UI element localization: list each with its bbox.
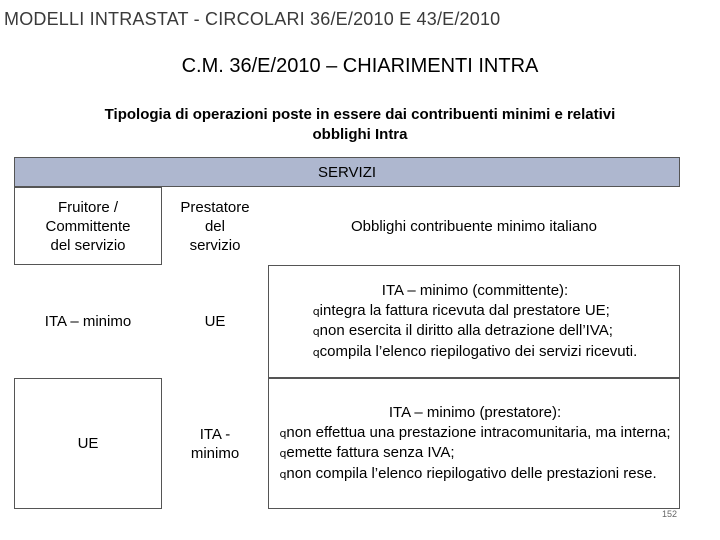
intro-line-2: obblighi Intra — [312, 126, 408, 143]
row1-obblighi-title: ITA – minimo (committente): — [381, 282, 569, 299]
header-obblighi: Obblighi contribuente minimo italiano — [351, 217, 597, 235]
section-header-servizi: SERVIZI — [14, 157, 680, 187]
header-fruitore — [14, 187, 162, 265]
checkbox-bullet-icon: q — [312, 325, 320, 338]
list-item: qemette fattura senza IVA; — [279, 444, 455, 461]
slide-subtitle: C.M. 36/E/2010 – CHIARIMENTI INTRA — [181, 55, 539, 77]
row2-obblighi — [268, 378, 680, 509]
checkbox-bullet-icon: q — [279, 447, 287, 460]
checkbox-bullet-icon: q — [312, 304, 320, 318]
header-prestatore-line: servizio — [189, 236, 241, 254]
list-item: qnon compila l’elenco riepilogativo delle prestazioni rese. — [279, 464, 657, 482]
list-item: qnon effettua una prestazione intracomunitaria, ma interna; — [279, 423, 671, 441]
list-item: qcompila l’elenco riepilogativo dei servizi ricevuti. — [312, 342, 638, 360]
header-fruitore-line: del servizio — [50, 236, 126, 254]
checkbox-bullet-icon: q — [279, 426, 287, 440]
header-fruitore-line: Fruitore / — [57, 198, 118, 216]
intro-line-1: Tipologia di operazioni poste in essere dai contribuenti minimi e relativi — [104, 106, 616, 123]
list-item: qnon esercita il diritto alla detrazione dell’IVA; — [312, 322, 613, 339]
row2-obblighi-content — [273, 403, 674, 484]
row2-prestatore — [162, 378, 268, 509]
list-item: qintegra la fattura ricevuta dal prestatore UE; — [312, 301, 610, 319]
page-number: 152 — [662, 509, 678, 519]
intro-text — [20, 105, 700, 145]
header-prestatore — [162, 187, 268, 265]
row1-fruitore: ITA – minimo — [44, 313, 132, 330]
header-prestatore-line: del — [204, 217, 225, 235]
row2-prestatore-line: ITA - — [199, 425, 231, 443]
checkbox-bullet-icon: q — [279, 467, 287, 481]
row1-obblighi — [268, 265, 680, 378]
row1-obblighi-content — [307, 281, 642, 362]
header-prestatore-line: Prestatore — [180, 198, 250, 216]
row2-prestatore-line: minimo — [190, 444, 240, 462]
row2-obblighi-title: ITA – minimo (prestatore): — [388, 404, 562, 421]
row1-prestatore: UE — [204, 313, 226, 330]
header-fruitore-line: Committente — [45, 217, 131, 235]
checkbox-bullet-icon: q — [312, 345, 320, 359]
row2-fruitore: UE — [14, 378, 162, 509]
header-title: MODELLI INTRASTAT - CIRCOLARI 36/E/2010 E 43/E/2010 — [4, 9, 501, 29]
